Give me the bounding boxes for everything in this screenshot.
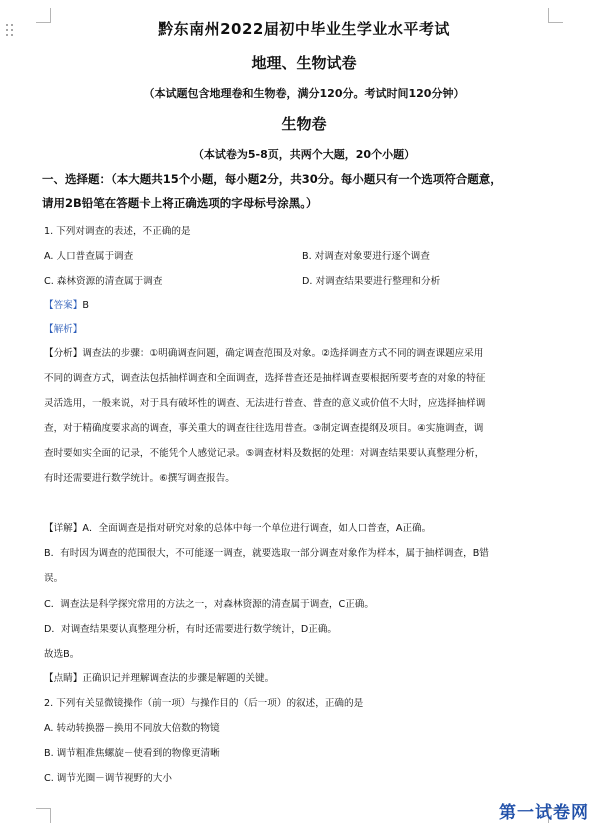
q2-stem: 2. 下列有关显微镜操作（前一项）与操作目的（后一项）的叙述，正确的是 (44, 698, 364, 709)
q1-option-c: C. 森林资源的清查属于调查 (44, 276, 163, 287)
analysis-line: 查时要如实全面的记录，不能凭个人感觉记录。⑤调查材料及数据的处理：对调查结果要认真整理分析， (44, 448, 485, 459)
part1-heading-line1: 一、选择题：（本大题共15个小题，每小题2分，共30分。每小题只有一个选项符合题意， (42, 172, 502, 186)
site-watermark: 第一试卷网 (499, 803, 589, 823)
analysis-line: 有时还需要进行数学统计。⑥撰写调查报告。 (44, 473, 235, 484)
detail-line: B．有时因为调查的范围很大，不可能逐一调查，就要选取一部分调查对象作为样本，属于抽样调查，B错 (44, 548, 489, 559)
detail-line: D．对调查结果要认真整理分析，有时还需要进行数学统计，D正确。 (44, 624, 337, 635)
q2-option-a: A. 转动转换器－换用不同放大倍数的物镜 (44, 723, 220, 734)
q1-option-b: B. 对调查对象要进行逐个调查 (302, 251, 430, 262)
detail-line: 故选B。 (44, 649, 80, 660)
q1-answer (44, 297, 89, 311)
exam-subtitle: 地理、生物试卷 (251, 54, 357, 72)
q1-analysis-tag: 【解析】 (44, 324, 83, 335)
analysis-line: 查，对于精确度要求高的调查，事关重大的调查往往选用普查。③制定调查提纲及项目。④实施调查，调 (44, 423, 484, 434)
q2-option-c: C. 调节光圈－调节视野的大小 (44, 773, 172, 784)
answer-value: B (82, 300, 89, 311)
analysis-line: 不同的调查方式，调查法包括抽样调查和全面调查，选择普查还是抽样调查要根据所要考查的对象的特征 (44, 373, 486, 384)
drag-handle-icon[interactable] (6, 24, 16, 40)
analysis-line: 灵活选用，一般来说，对于具有破坏性的调查、无法进行普查、普查的意义或价值不大时，应选择抽样调 (44, 398, 486, 409)
detail-line: C．调查法是科学探究常用的方法之一，对森林资源的清查属于调查，C正确。 (44, 599, 374, 610)
q1-option-d: D. 对调查结果要进行整理和分析 (302, 276, 441, 287)
section-note: （本试卷为5-8页，共两个大题，20个小题） (192, 148, 416, 161)
q1-stem: 1. 下列对调查的表述，不正确的是 (44, 226, 191, 237)
exam-title: 黔东南州2022届初中毕业生学业水平考试 (158, 20, 450, 38)
q1-option-a: A. 人口普查属于调查 (44, 251, 134, 262)
detail-line: 误。 (44, 573, 64, 584)
exam-note: （本试题包含地理卷和生物卷，满分120分。考试时间120分钟） (143, 87, 465, 100)
analysis-line: 【分析】调查法的步骤：①明确调查问题，确定调查范围及对象。②选择调查方式不同的调查课题应采用 (44, 348, 484, 359)
answer-tag: 【答案】 (44, 300, 83, 311)
part1-heading-line2: 请用2B铅笔在答题卡上将正确选项的字母标号涂黑。） (42, 196, 318, 210)
crop-mark-bottom-left (36, 808, 51, 823)
section-title: 生物卷 (281, 115, 327, 133)
detail-line: 【详解】A．全面调查是指对研究对象的总体中每一个单位进行调查，如人口普查，A正确。 (44, 523, 432, 534)
detail-line: 【点睛】正确识记并理解调查法的步骤是解题的关键。 (44, 673, 275, 684)
q2-option-b: B. 调节粗准焦螺旋－使看到的物像更清晰 (44, 748, 220, 759)
